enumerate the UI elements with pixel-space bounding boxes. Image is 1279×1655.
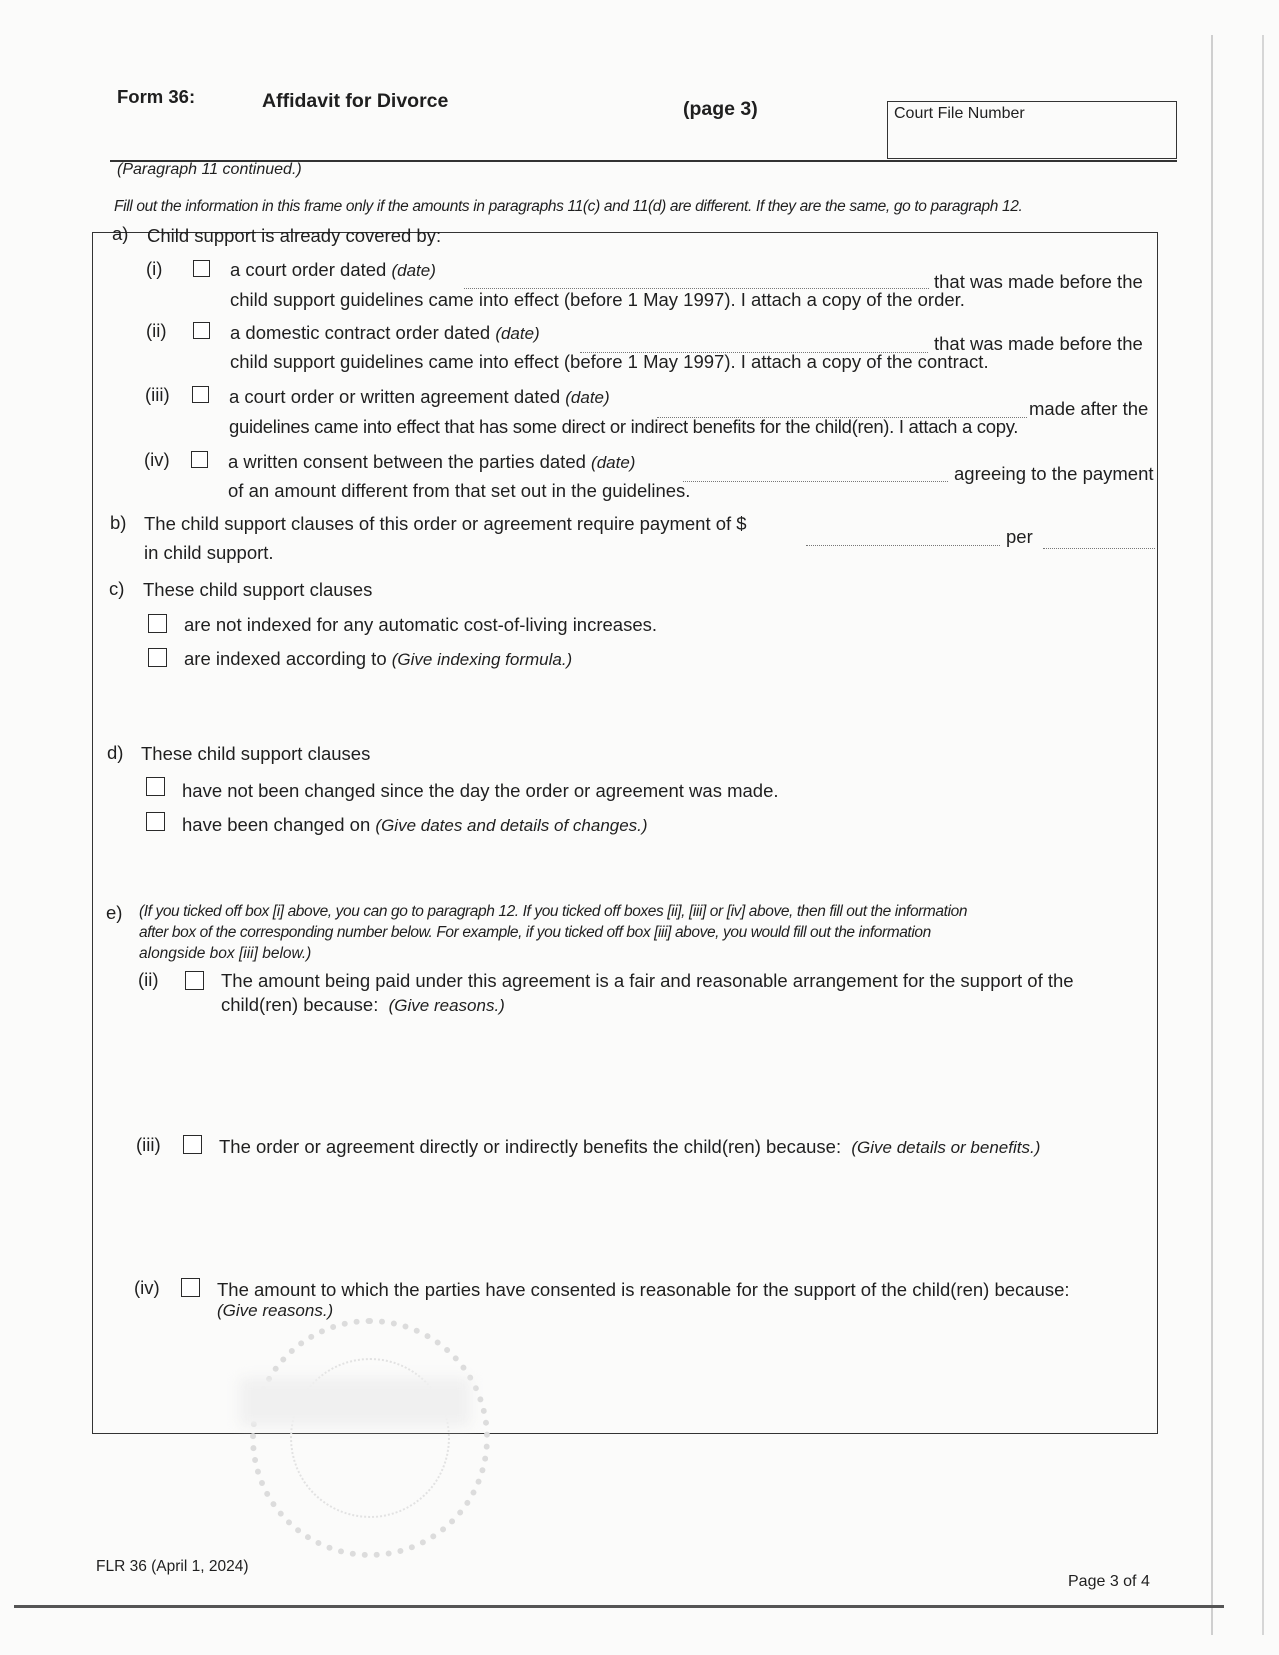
checkbox-a-i[interactable] bbox=[193, 260, 210, 277]
section-d-title: These child support clauses bbox=[141, 743, 371, 764]
item-iv-number: (iv) bbox=[144, 449, 170, 470]
item-iv-after: agreeing to the payment bbox=[954, 463, 1154, 484]
item-ii-number: (ii) bbox=[146, 320, 167, 341]
date-field-iv[interactable] bbox=[683, 481, 948, 482]
e-ii-text: The amount being paid under this agreement is a fair and reasonable arrangement for the support of the bbox=[221, 970, 1074, 991]
section-a-title: Child support is already covered by: bbox=[147, 225, 442, 246]
frame-instruction: Fill out the information in this frame only if the amounts in paragraphs 11(c) and 11(d) are different. If they are the same, go to paragraph 12. bbox=[114, 198, 1023, 215]
scan-edge bbox=[1211, 35, 1213, 1635]
payment-period-field[interactable] bbox=[1043, 548, 1155, 549]
court-file-label: Court File Number bbox=[894, 105, 1025, 122]
item-iv-text: a written consent between the parties dated (date) bbox=[228, 451, 636, 472]
checkbox-e-iv[interactable] bbox=[181, 1278, 200, 1297]
checkbox-a-iv[interactable] bbox=[191, 451, 208, 468]
item-ii-after: that was made before the bbox=[934, 333, 1143, 354]
section-d-option-2: have been changed on (Give dates and details of changes.) bbox=[182, 814, 648, 835]
checkbox-a-iii[interactable] bbox=[192, 386, 209, 403]
e-iii-text: The order or agreement directly or indirectly benefits the child(ren) because: (Give details or benefits.) bbox=[219, 1136, 1041, 1157]
section-e-instruction-1: (If you ticked off box [i] above, you can go to paragraph 12. If you ticked off boxes [ii], [iii] or [iv] above, then fill out the information bbox=[139, 903, 968, 920]
paragraph-continued: (Paragraph 11 continued.) bbox=[117, 161, 302, 178]
scan-edge bbox=[1262, 35, 1264, 1635]
section-b-line2: in child support. bbox=[144, 542, 274, 563]
section-c-option-1: are not indexed for any automatic cost-of-living increases. bbox=[184, 614, 658, 635]
section-e-letter: e) bbox=[106, 902, 123, 923]
checkbox-c-indexed[interactable] bbox=[148, 648, 167, 667]
item-iii-number: (iii) bbox=[145, 384, 170, 405]
form-title: Affidavit for Divorce bbox=[262, 90, 449, 112]
section-a-letter: a) bbox=[112, 223, 129, 244]
checkbox-c-not-indexed[interactable] bbox=[148, 614, 167, 633]
e-iv-number: (iv) bbox=[134, 1277, 160, 1298]
item-i-line2: child support guidelines came into effect (before 1 May 1997). I attach a copy of the order. bbox=[230, 289, 965, 310]
section-d-option-1: have not been changed since the day the order or agreement was made. bbox=[182, 780, 779, 801]
section-c-letter: c) bbox=[109, 578, 125, 599]
e-iv-hint: (Give reasons.) bbox=[217, 1301, 334, 1320]
checkbox-e-ii[interactable] bbox=[185, 971, 204, 990]
section-c-option-2: are indexed according to (Give indexing formula.) bbox=[184, 648, 573, 669]
form-number: Form 36: bbox=[117, 86, 196, 107]
checkbox-a-ii[interactable] bbox=[193, 322, 210, 339]
seal-redaction bbox=[240, 1378, 470, 1426]
section-b-per: per bbox=[1006, 526, 1033, 547]
item-iv-line2: of an amount different from that set out in the guidelines. bbox=[228, 480, 691, 501]
page-number: Page 3 of 4 bbox=[1068, 1573, 1150, 1590]
section-e-instruction-2: after box of the corresponding number below. For example, if you ticked off box [iii] above, you would fill out the information bbox=[139, 924, 931, 941]
page-label: (page 3) bbox=[683, 98, 758, 120]
item-ii-line2: child support guidelines came into effect (before 1 May 1997). I attach a copy of the contract. bbox=[230, 351, 989, 372]
checkbox-d-changed[interactable] bbox=[146, 812, 165, 831]
item-i-after: that was made before the bbox=[934, 271, 1143, 292]
footer-rule bbox=[14, 1605, 1224, 1608]
checkbox-e-iii[interactable] bbox=[183, 1135, 202, 1154]
e-iii-number: (iii) bbox=[136, 1134, 161, 1155]
item-i-number: (i) bbox=[146, 258, 163, 279]
court-file-box[interactable] bbox=[887, 101, 1177, 159]
e-ii-number: (ii) bbox=[138, 969, 159, 990]
section-e-instruction-3: alongside box [iii] below.) bbox=[139, 945, 312, 962]
form-reference: FLR 36 (April 1, 2024) bbox=[96, 1558, 249, 1575]
checkbox-d-not-changed[interactable] bbox=[146, 777, 165, 796]
item-i-text: a court order dated (date) bbox=[230, 259, 436, 280]
item-ii-text: a domestic contract order dated (date) bbox=[230, 322, 540, 343]
e-ii-text-2: child(ren) because: (Give reasons.) bbox=[221, 994, 505, 1015]
e-iv-text: The amount to which the parties have consented is reasonable for the support of the child(ren) because: bbox=[217, 1279, 1070, 1300]
section-c-title: These child support clauses bbox=[143, 579, 373, 600]
section-b-text: The child support clauses of this order or agreement require payment of $ bbox=[144, 513, 747, 534]
item-iii-after: made after the bbox=[1029, 398, 1149, 419]
item-iii-line2: guidelines came into effect that has some direct or indirect benefits for the child(ren). I attach a copy. bbox=[229, 416, 1019, 437]
section-d-letter: d) bbox=[107, 742, 124, 763]
item-iii-text: a court order or written agreement dated (date) bbox=[229, 386, 610, 407]
section-b-letter: b) bbox=[110, 512, 127, 533]
payment-amount-field[interactable] bbox=[806, 545, 1000, 546]
